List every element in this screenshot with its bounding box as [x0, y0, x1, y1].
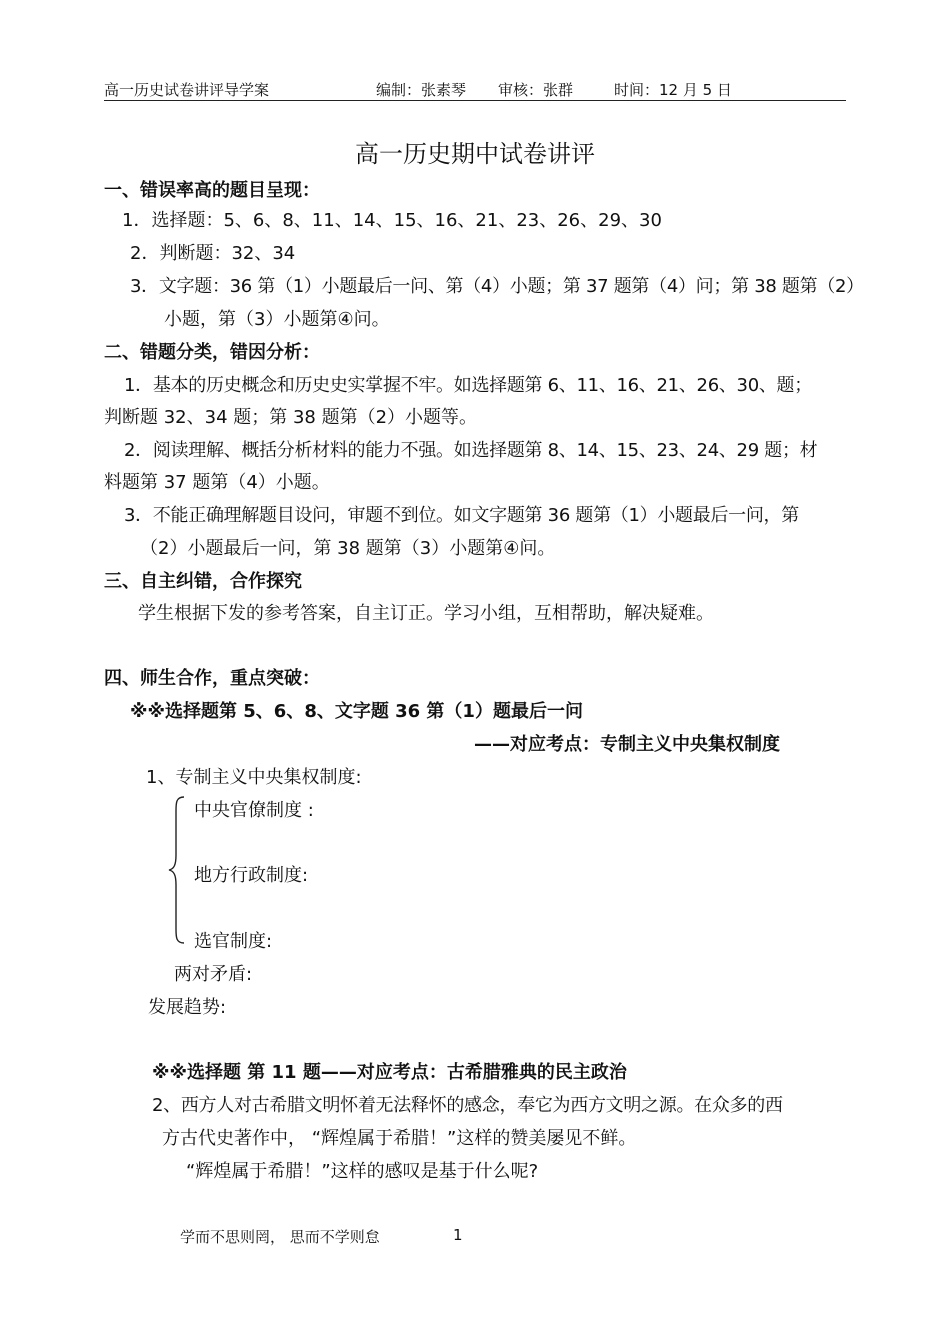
section2-item1-line1: 1．基本的历史概念和历史史实掌握不牢。如选择题第 6、11、16、21、26、30、题；	[124, 375, 812, 396]
header-editor: 编制：张素琴	[376, 81, 467, 99]
question2-line2: 方古代史著作中， “辉煌属于希腊！”这样的赞美屡见不鲜。	[162, 1128, 637, 1149]
section1-item3-line2: 小题，第（3）小题第④问。	[164, 309, 390, 330]
section3-body: 学生根据下发的参考答案，自主订正。学习小组，互相帮助，解决疑难。	[138, 603, 714, 624]
question2-line1: 2、西方人对古希腊文明怀着无法释怀的感念，奉它为西方文明之源。在众多的西	[152, 1095, 783, 1116]
header-rule	[104, 100, 846, 101]
section2-item3-line2: （2）小题最后一问，第 38 题第（3）小题第④问。	[140, 538, 556, 559]
section4-heading: 四、师生合作，重点突破：	[104, 668, 320, 689]
question1-title: 1、专制主义中央集权制度:	[146, 767, 362, 788]
section2-item2-line2: 料题第 37 题第（4）小题。	[104, 472, 330, 493]
section3-heading: 三、自主纠错，合作探究	[104, 571, 302, 592]
header-date: 时间：12 月 5 日	[614, 81, 732, 99]
footer-motto: 学而不思则罔， 思而不学则怠	[180, 1228, 380, 1246]
section4-sub1-point: ——对应考点：专制主义中央集权制度	[474, 734, 780, 755]
header-course: 高一历史试卷讲评导学案	[104, 81, 270, 99]
question1-trend: 发展趋势:	[148, 997, 227, 1018]
footer-page-number: 1	[453, 1226, 463, 1244]
section1-item3-line1: 3．文字题：36 第（1）小题最后一问、第（4）小题；第 37 题第（4）问；第 38 题第（2）	[130, 276, 864, 297]
question2-line3: “辉煌属于希腊！”这样的感叹是基于什么呢?	[186, 1161, 539, 1182]
section2-item3-line1: 3．不能正确理解题目设问，审题不到位。如文字题第 36 题第（1）小题最后一问，第	[124, 505, 799, 526]
section4-sub1: ※※选择题第 5、6、8、文字题 36 第（1）题最后一问	[130, 701, 583, 722]
page-title: 高一历史期中试卷讲评	[355, 140, 595, 168]
question1-central-bureaucracy: 中央官僚制度 :	[194, 800, 314, 821]
curly-brace-icon	[166, 795, 190, 945]
section2-item1-line2: 判断题 32、34 题；第 38 题第（2）小题等。	[104, 407, 478, 428]
question1-official-selection: 选官制度:	[194, 931, 273, 952]
question1-contradictions: 两对矛盾:	[174, 964, 253, 985]
section1-item2: 2．判断题：32、34	[130, 243, 296, 264]
section4-sub2: ※※选择题 第 11 题——对应考点：古希腊雅典的民主政治	[152, 1062, 627, 1083]
section2-heading: 二、错题分类，错因分析：	[104, 342, 320, 363]
section1-heading: 一、错误率高的题目呈现：	[104, 180, 320, 201]
header-reviewer: 审核：张群	[498, 81, 574, 99]
section2-item2-line1: 2．阅读理解、概括分析材料的能力不强。如选择题第 8、14、15、23、24、29 题；材	[124, 440, 818, 461]
section1-item1: 1．选择题：5、6、8、11、14、15、16、21、23、26、29、30	[122, 210, 662, 231]
question1-local-administration: 地方行政制度:	[194, 865, 309, 886]
